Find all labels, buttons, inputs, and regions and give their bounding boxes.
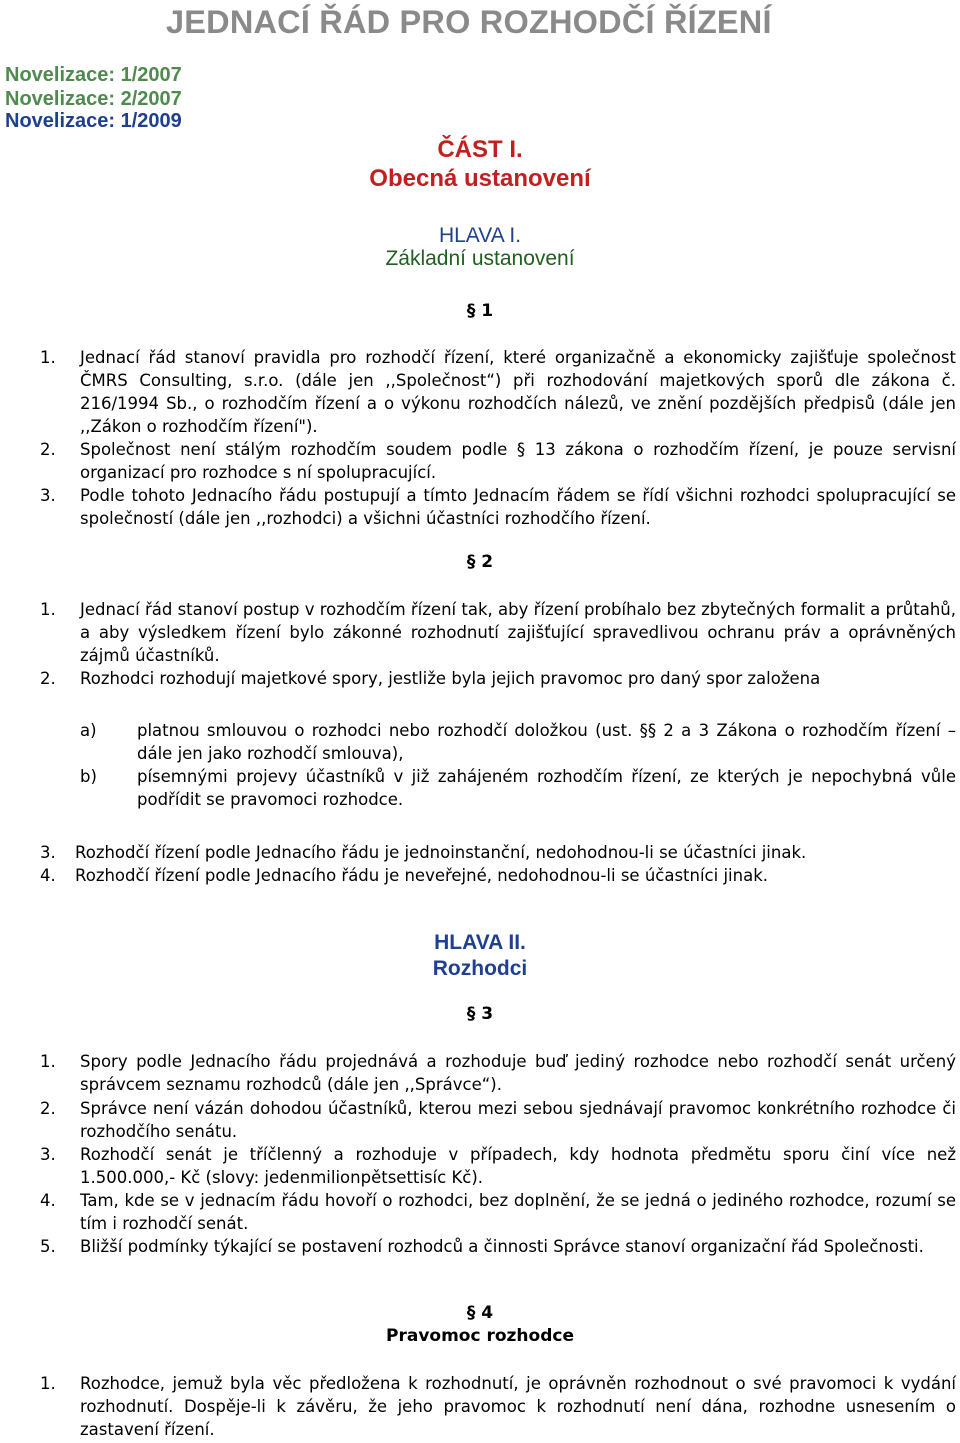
list-item xyxy=(40,841,956,864)
document-title: JEDNACÍ ŘÁD PRO ROZHODČÍ ŘÍZENÍ xyxy=(166,4,772,40)
sub-item-text: platnou smlouvou o rozhodci nebo rozhodčí doložkou (ust. §§ 2 a 3 Zákona o rozhodčím řízení – dále jen jako rozhodčí smlouva), xyxy=(137,721,956,763)
item-number: 1. xyxy=(40,600,56,619)
list-item xyxy=(40,1143,956,1189)
item-text: Jednací řád stanoví postup v rozhodčím řízení tak, aby řízení probíhalo bez zbytečných formalit a průtahů, a aby výsledkem řízení bylo zákonné rozhodnutí zajišťující spravedlivou ochranu práv a oprávněných zájmů účastníků. xyxy=(80,600,956,665)
list-item xyxy=(40,598,956,667)
list-item xyxy=(40,1050,956,1096)
section-mark: § 2 xyxy=(466,552,494,572)
sub-item-text: písemnými projevy účastníků v již zahájeném rozhodčím řízení, ze kterých je nepochybná vůle podřídit se pravomoci rozhodce. xyxy=(137,767,956,809)
item-number: 3. xyxy=(40,486,56,505)
item-number: 1. xyxy=(40,348,56,367)
item-text: Spory podle Jednacího řádu projednává a rozhoduje buď jediný rozhodce nebo rozhodčí senát určený správcem seznamu rozhodců (dále jen ,,Správce“). xyxy=(80,1052,956,1094)
list-item xyxy=(40,667,956,690)
sub-item-letter: b) xyxy=(80,767,97,786)
item-number: 1. xyxy=(40,1052,56,1071)
item-number: 3. xyxy=(40,843,56,862)
item-number: 3. xyxy=(40,1145,56,1164)
list-item xyxy=(40,1189,956,1235)
item-number: 2. xyxy=(40,669,56,688)
item-text: Rozhodce, jemuž byla věc předložena k rozhodnutí, je oprávněn rozhodnout o své pravomoci k vydání rozhodnutí. Dospěje-li k závěru, že jeho pravomoc k rozhodnutí není dána, rozhodne usnesením o zastavení řízení. xyxy=(80,1374,956,1439)
chapter-number: HLAVA I. xyxy=(438,224,522,247)
item-number: 4. xyxy=(40,866,56,885)
list-item xyxy=(40,864,956,887)
revision-label: Novelizace: 2/2007 xyxy=(5,88,182,110)
item-text: Rozhodčí řízení podle Jednacího řádu je jednoinstanční, nedohodnou-li se účastníci jinak. xyxy=(75,843,807,862)
list-item xyxy=(40,1372,956,1441)
item-text: Rozhodčí senát je tříčlenný a rozhoduje v případech, kdy hodnota předmětu sporu činí více než 1.500.000,- Kč (slovy: jedenmilionpětsettisíc Kč). xyxy=(80,1145,956,1187)
item-text: Bližší podmínky týkající se postavení rozhodců a činnosti Správce stanoví organizační řád Společnosti. xyxy=(80,1237,924,1256)
part-number: ČÁST I. xyxy=(437,136,523,163)
part-name: Obecná ustanovení xyxy=(369,165,591,192)
item-text: Rozhodci rozhodují majetkové spory, jestliže byla jejich pravomoc pro daný spor založena xyxy=(80,669,821,688)
revision-label: Novelizace: 1/2007 xyxy=(5,64,182,86)
sub-item xyxy=(80,719,956,765)
list-item xyxy=(40,438,956,484)
item-number: 2. xyxy=(40,440,56,459)
item-text: Správce není vázán dohodou účastníků, kterou mezi sebou sjednávají pravomoc konkrétního rozhodce či rozhodčího senátu. xyxy=(80,1099,956,1141)
item-text: Jednací řád stanoví pravidla pro rozhodčí řízení, které organizačně a ekonomicky zajišťuje společnost ČMRS Consulting, s.r.o. (dále jen ,,Společnost“) při rozhodování majetkových sporů dle zákona č. 216/1994 Sb., o rozhodčím řízení a o výkonu rozhodčích nálezů, ve znění pozdějších předpisů (dále jen ,,Zákon o rozhodčím řízení"). xyxy=(80,348,956,436)
item-text: Tam, kde se v jednacím řádu hovoří o rozhodci, bez doplnění, že se jedná o jediného rozhodce, rozumí se tím i rozhodčí senát. xyxy=(80,1191,956,1233)
item-number: 1. xyxy=(40,1374,56,1393)
section-mark: § 4 xyxy=(466,1303,494,1323)
section-mark: § 1 xyxy=(466,301,494,321)
item-number: 5. xyxy=(40,1237,56,1256)
chapter-name: Základní ustanovení xyxy=(385,247,575,270)
chapter-name: Rozhodci xyxy=(432,957,528,980)
list-item xyxy=(40,346,956,438)
item-number: 2. xyxy=(40,1099,56,1118)
section-mark: § 3 xyxy=(466,1004,494,1024)
section-heading: Pravomoc rozhodce xyxy=(386,1326,574,1346)
sub-item xyxy=(80,765,956,811)
item-number: 4. xyxy=(40,1191,56,1210)
item-text: Rozhodčí řízení podle Jednacího řádu je neveřejné, nedohodnou-li se účastníci jinak. xyxy=(75,866,768,885)
chapter-number: HLAVA II. xyxy=(434,931,526,954)
list-item xyxy=(40,1097,956,1143)
item-text: Podle tohoto Jednacího řádu postupují a tímto Jednacím řádem se řídí všichni rozhodci spolupracující se společností (dále jen ,,rozhodci) a všichni účastníci rozhodčího řízení. xyxy=(80,486,956,528)
revision-label: Novelizace: 1/2009 xyxy=(5,110,182,132)
list-item xyxy=(40,484,956,530)
list-item xyxy=(40,1235,956,1258)
sub-item-letter: a) xyxy=(80,721,97,740)
item-text: Společnost není stálým rozhodčím soudem podle § 13 zákona o rozhodčím řízení, je pouze servisní organizací pro rozhodce s ní spolupracující. xyxy=(80,440,956,482)
